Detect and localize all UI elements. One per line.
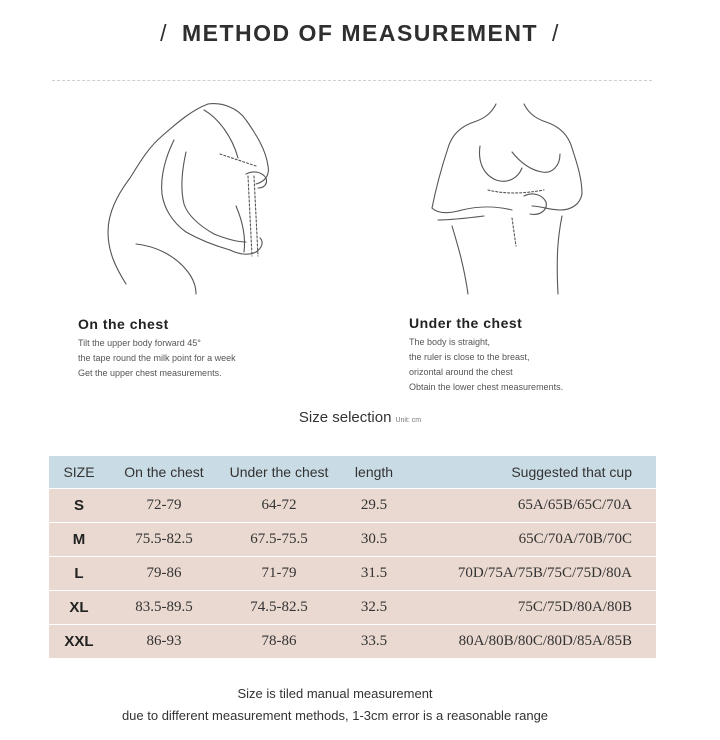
on-chest-illustration	[96, 96, 296, 296]
on-chest-cell: 86-93	[109, 625, 219, 659]
under-chest-cell: 78-86	[219, 625, 339, 659]
table-row	[49, 489, 656, 523]
length-cell: 33.5	[339, 625, 409, 659]
title-slash-left: /	[160, 20, 168, 46]
size-selection-heading	[0, 409, 720, 426]
on-chest-cell: 72-79	[109, 489, 219, 523]
cup-cell: 70D/75A/75B/75C/75D/80A	[409, 557, 656, 591]
under-chest-cell: 67.5-75.5	[219, 523, 339, 557]
under-chest-cell: 74.5-82.5	[219, 591, 339, 625]
size-selection-unit: Unit: cm	[395, 417, 422, 424]
size-cell: L	[49, 557, 109, 591]
size-cell: M	[49, 523, 109, 557]
on-chest-cell: 79-86	[109, 557, 219, 591]
size-cell: S	[49, 489, 109, 523]
under-chest-line: Obtain the lower chest measurements.	[409, 382, 564, 392]
page-title	[0, 20, 720, 47]
footer-line-2: due to different measurement methods, 1-3cm error is a reasonable range	[121, 708, 549, 723]
under-chest-line: The body is straight,	[409, 337, 491, 347]
title-text: METHOD OF MEASUREMENT	[181, 20, 539, 46]
size-table	[49, 456, 656, 658]
cup-cell: 65C/70A/70B/70C	[409, 523, 656, 557]
length-cell: 31.5	[339, 557, 409, 591]
on-chest-cell: 83.5-89.5	[109, 591, 219, 625]
on-chest-method	[78, 316, 236, 381]
on-chest-line: Tilt the upper body forward 45°	[78, 338, 201, 348]
table-row	[49, 557, 656, 591]
under-chest-illustration	[412, 96, 612, 296]
under-chest-cell: 71-79	[219, 557, 339, 591]
length-cell: 29.5	[339, 489, 409, 523]
header-under-chest: Under the chest	[219, 456, 339, 489]
dashed-divider	[52, 80, 652, 81]
on-chest-cell: 75.5-82.5	[109, 523, 219, 557]
length-cell: 30.5	[339, 523, 409, 557]
on-chest-line: the tape round the milk point for a week	[78, 353, 236, 363]
footer-note	[0, 683, 670, 727]
under-chest-title: Under the chest	[409, 315, 523, 331]
size-selection-label: Size selection	[298, 409, 392, 426]
title-slash-right: /	[552, 20, 560, 46]
header-size: SIZE	[49, 456, 109, 489]
under-chest-line: the ruler is close to the breast,	[409, 352, 530, 362]
table-row	[49, 625, 656, 659]
cup-cell: 65A/65B/65C/70A	[409, 489, 656, 523]
under-chest-cell: 64-72	[219, 489, 339, 523]
on-chest-line: Get the upper chest measurements.	[78, 368, 222, 378]
footer-line-1: Size is tiled manual measurement	[237, 686, 433, 701]
on-chest-title: On the chest	[78, 316, 169, 332]
table-row	[49, 591, 656, 625]
cup-cell: 75C/75D/80A/80B	[409, 591, 656, 625]
length-cell: 32.5	[339, 591, 409, 625]
table-row	[49, 523, 656, 557]
under-chest-line: orizontal around the chest	[409, 367, 513, 377]
header-suggested-cup: Suggested that cup	[409, 456, 656, 489]
header-length: length	[339, 456, 409, 489]
header-on-chest: On the chest	[109, 456, 219, 489]
cup-cell: 80A/80B/80C/80D/85A/85B	[409, 625, 656, 659]
size-cell: XL	[49, 591, 109, 625]
size-cell: XXL	[49, 625, 109, 659]
table-header-row	[49, 456, 656, 489]
under-chest-method	[409, 315, 563, 395]
